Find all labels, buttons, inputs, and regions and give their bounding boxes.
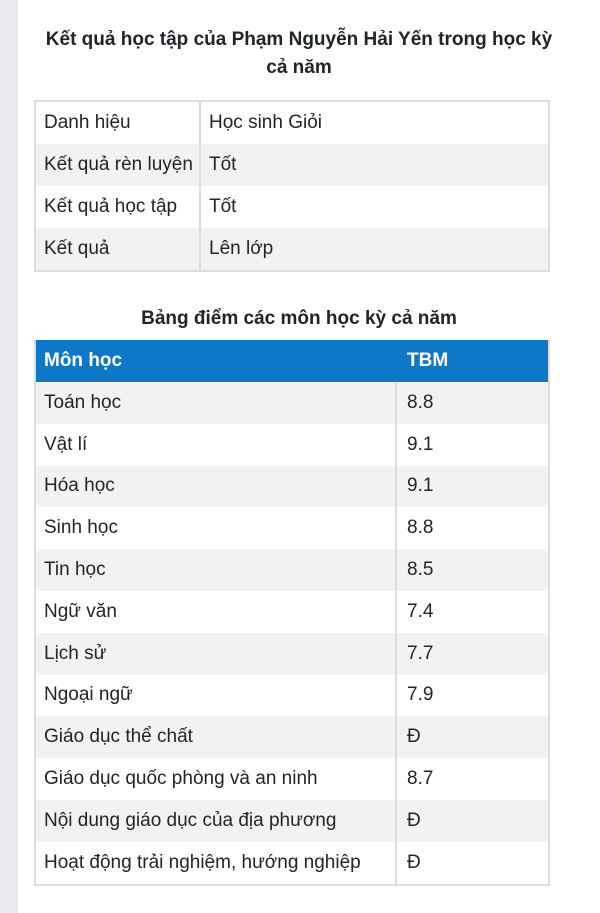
- summary-value: Lên lớp: [209, 238, 274, 259]
- table-row: [36, 549, 548, 591]
- score-cell: Đ: [407, 809, 421, 831]
- summary-row-academic: [36, 186, 548, 228]
- summary-label: Kết quả học tập: [36, 186, 201, 228]
- grades-table: [34, 340, 550, 886]
- table-row: [36, 842, 548, 884]
- summary-label: Kết quả rèn luyện: [36, 144, 201, 186]
- summary-value: Tốt: [209, 196, 237, 217]
- table-row: [36, 716, 548, 758]
- page-title: Kết quả học tập của Phạm Nguyễn Hải Yến trong học kỳ cả năm: [45, 29, 553, 78]
- table-row: [36, 758, 548, 800]
- table-row: [36, 382, 548, 424]
- score-cell: 9.1: [407, 475, 434, 497]
- subject-cell: Sinh học: [36, 507, 397, 549]
- grades-body: [36, 382, 548, 884]
- subject-cell: Hoạt động trải nghiệm, hướng nghiệp: [36, 842, 397, 884]
- score-cell: Đ: [407, 851, 421, 873]
- subject-cell: Vật lí: [36, 424, 397, 466]
- summary-value: Học sinh Giỏi: [209, 112, 322, 133]
- header-score: TBM: [407, 350, 449, 371]
- score-cell: 9.1: [407, 433, 434, 455]
- subject-cell: Hóa học: [36, 466, 397, 508]
- subject-cell: Toán học: [36, 382, 397, 424]
- subject-cell: Nội dung giáo dục của địa phương: [36, 800, 397, 842]
- subject-cell: Giáo dục quốc phòng và an ninh: [36, 758, 397, 800]
- subject-cell: Ngữ văn: [36, 591, 397, 633]
- grades-title: Bảng điểm các môn học kỳ cả năm: [141, 308, 457, 329]
- table-row: [36, 424, 548, 466]
- subject-cell: Giáo dục thể chất: [36, 716, 397, 758]
- header-subject: Môn học: [44, 350, 123, 371]
- summary-label: Kết quả: [36, 228, 201, 270]
- score-cell: 8.8: [407, 517, 434, 539]
- summary-label: Danh hiệu: [36, 102, 201, 144]
- score-cell: 7.7: [407, 642, 434, 664]
- summary-row-conduct: [36, 144, 548, 186]
- table-row: [36, 591, 548, 633]
- summary-row-result: [36, 228, 548, 270]
- table-row: [36, 466, 548, 508]
- score-cell: 7.9: [407, 684, 434, 706]
- table-row: [36, 507, 548, 549]
- subject-cell: Ngoại ngữ: [36, 675, 397, 717]
- table-row: [36, 800, 548, 842]
- score-cell: 8.8: [407, 391, 434, 413]
- summary-table: [34, 100, 550, 272]
- score-cell: 8.5: [407, 559, 434, 581]
- subject-cell: Lịch sử: [36, 633, 397, 675]
- score-cell: Đ: [407, 726, 421, 748]
- score-cell: 8.7: [407, 768, 434, 790]
- table-row: [36, 633, 548, 675]
- table-row: [36, 675, 548, 717]
- subject-cell: Tin học: [36, 549, 397, 591]
- summary-value: Tốt: [209, 154, 237, 175]
- grades-header: [36, 340, 548, 382]
- score-cell: 7.4: [407, 600, 434, 622]
- summary-row-award: [36, 102, 548, 144]
